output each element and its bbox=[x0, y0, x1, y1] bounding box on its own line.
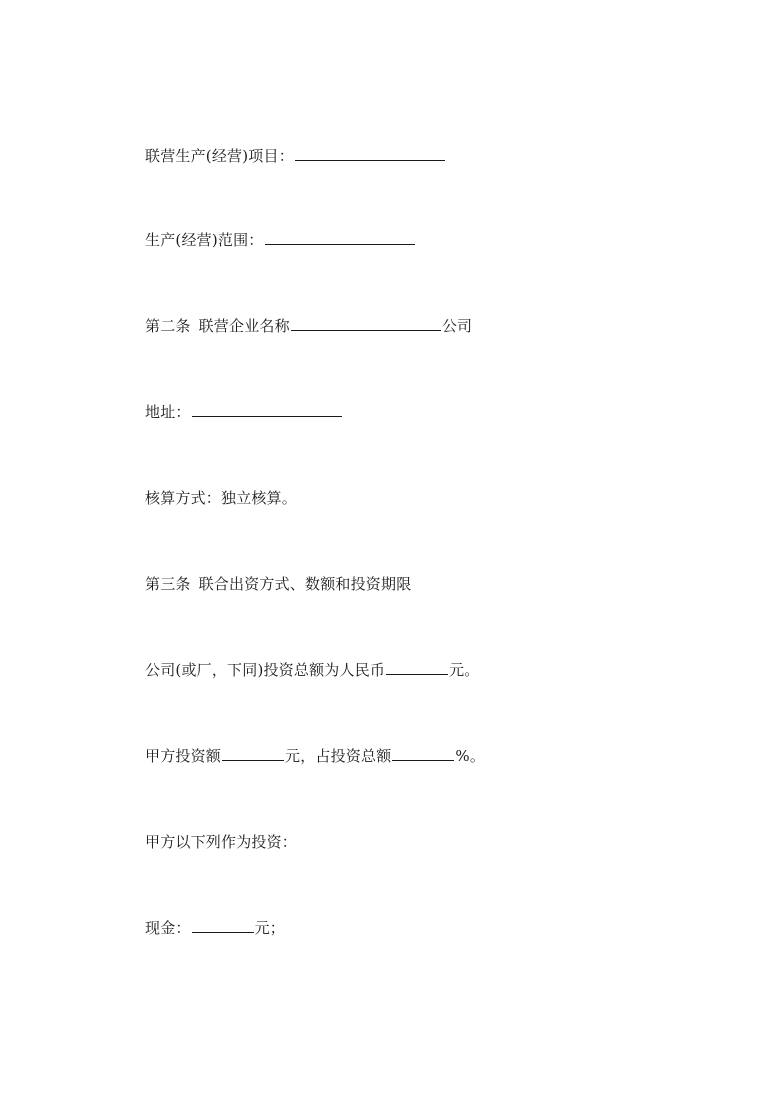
party-a-items-text: 甲方以下列作为投资： bbox=[145, 833, 298, 851]
party-a-percent-unit: %。 bbox=[455, 747, 486, 765]
address-line bbox=[145, 402, 343, 422]
article-two-number: 第二条 bbox=[145, 317, 191, 335]
address-label: 地址： bbox=[145, 403, 191, 421]
article-three-title: 联合出资方式、数额和投资期限 bbox=[198, 575, 412, 593]
total-investment-label: 公司(或厂，下同)投资总额为人民币 bbox=[145, 661, 386, 679]
business-scope-line bbox=[145, 230, 416, 250]
article-three-number: 第三条 bbox=[145, 575, 191, 593]
enterprise-name-blank[interactable] bbox=[291, 316, 441, 331]
cash-unit: 元； bbox=[254, 919, 286, 937]
accounting-method-text: 核算方式：独立核算。 bbox=[145, 489, 298, 507]
party-a-amount-blank[interactable] bbox=[222, 746, 284, 761]
cash-line bbox=[145, 918, 285, 938]
joint-project-line bbox=[145, 146, 446, 166]
party-a-share-label: 元，占投资总额 bbox=[285, 747, 392, 765]
cash-blank[interactable] bbox=[192, 918, 254, 933]
joint-project-blank[interactable] bbox=[295, 146, 445, 161]
enterprise-name-label: 联营企业名称 bbox=[198, 317, 290, 335]
party-a-investment-line bbox=[145, 746, 485, 766]
party-a-investment-label: 甲方投资额 bbox=[145, 747, 222, 765]
party-a-percent-blank[interactable] bbox=[392, 746, 454, 761]
article-three-line bbox=[145, 574, 411, 594]
business-scope-label: 生产(经营)范围： bbox=[145, 231, 264, 249]
business-scope-blank[interactable] bbox=[265, 230, 415, 245]
cash-label: 现金： bbox=[145, 919, 191, 937]
article-two-line bbox=[145, 316, 472, 336]
accounting-method-line bbox=[145, 488, 297, 508]
total-investment-unit: 元。 bbox=[449, 661, 480, 679]
total-investment-line bbox=[145, 660, 480, 680]
joint-project-label: 联营生产(经营)项目： bbox=[145, 147, 294, 165]
party-a-items-line bbox=[145, 832, 297, 852]
total-investment-blank[interactable] bbox=[386, 660, 448, 675]
enterprise-name-suffix: 公司 bbox=[441, 317, 473, 335]
address-blank[interactable] bbox=[192, 402, 342, 417]
